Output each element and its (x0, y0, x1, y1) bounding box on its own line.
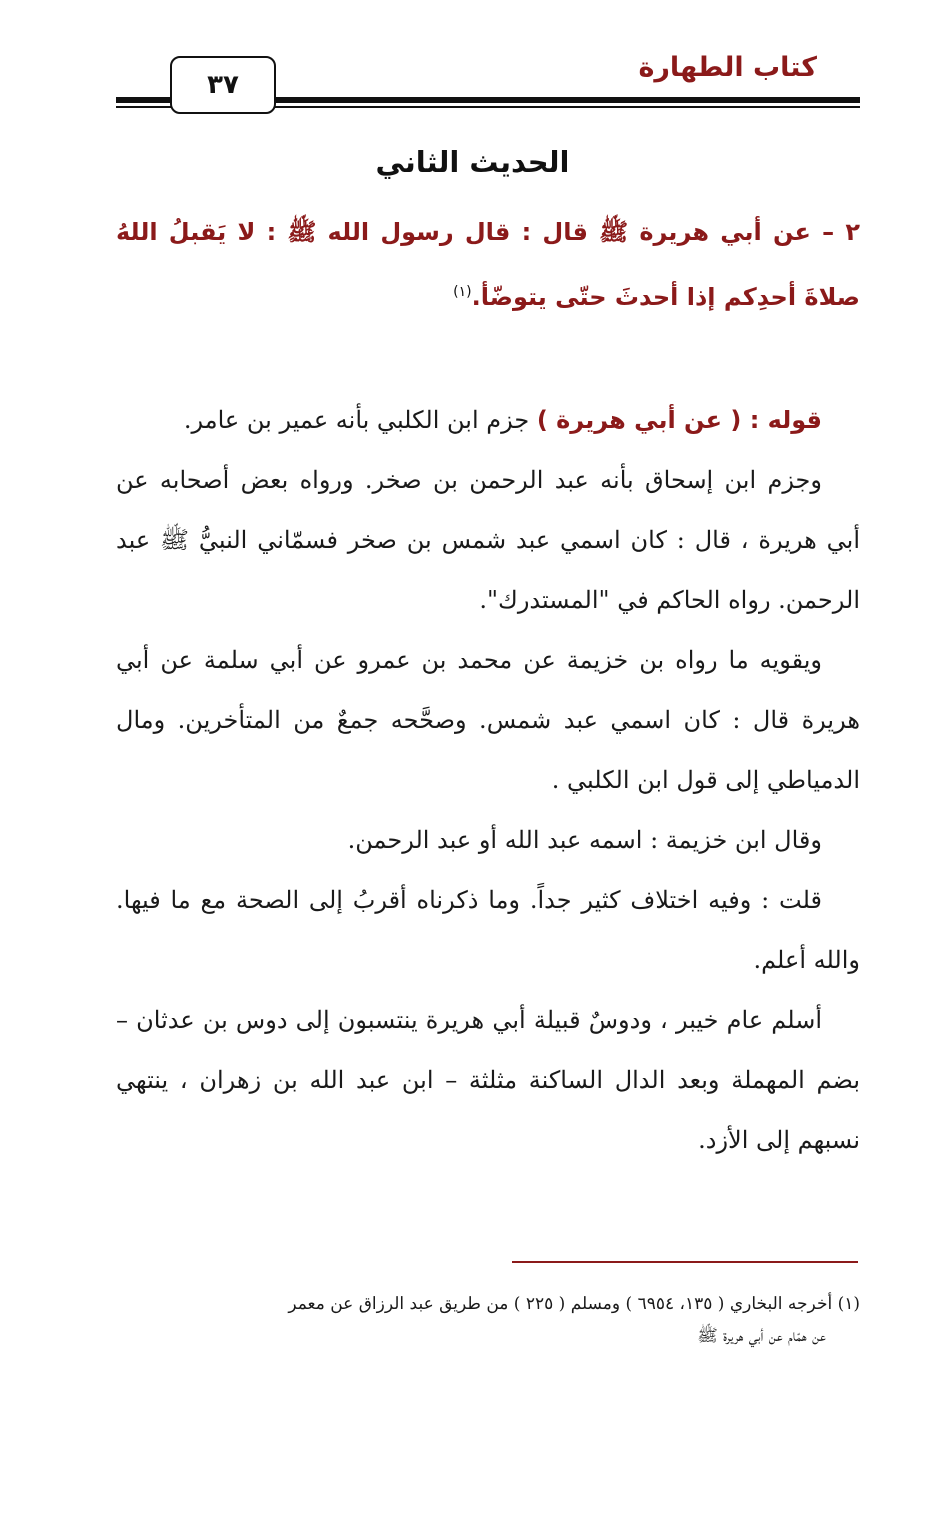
section-title: الحديث الثاني (375, 145, 570, 179)
footnote-line-1: (١) أخرجه البخاري ( ١٣٥، ٦٩٥٤ ) ومسلم ( ٢٢٥ ) من طريق عبد الرزاق عن معمر (288, 1294, 860, 1314)
paragraph-1 (116, 390, 860, 450)
page-header (0, 0, 945, 120)
commentary (116, 390, 860, 1170)
footnote-reference[interactable]: (١) (453, 284, 472, 300)
paragraph-4: وقال ابن خزيمة : اسمه عبد الله أو عبد الرحمن. (347, 826, 822, 854)
quoted-phrase: قوله : ( عن أبي هريرة ) (536, 406, 822, 434)
hadith-body: ٢ – عن أبي هريرة ﷺ قال : قال رسول الله ﷺ : لا يَقبلُ اللهُ صلاةَ أحدِكم إذا أحدثَ حتّى يتوضّأ. (116, 218, 860, 311)
paragraph-2: وجزم ابن إسحاق بأنه عبد الرحمن بن صخر. ورواه بعض أصحابه عن أبي هريرة ، قال : كان اسمي عبد شمس بن صخر فسمّاني النبيُّ ﷺ عبد الرحمن. رواه الحاكم في "المستدرك". (116, 466, 860, 614)
paragraph-3: ويقويه ما رواه بن خزيمة عن محمد بن عمرو عن أبي سلمة عن أبي هريرة قال : كان اسمي عبد شمس. وصحَّحه جمعٌ من المتأخرين. ومال الدمياطي إلى قول ابن الكلبي . (116, 646, 860, 794)
paragraph-6: أسلم عام خيبر ، ودوسٌ قبيلة أبي هريرة ينتسبون إلى دوس بن عدثان – بضم المهملة وبعد الدال الساكنة مثلثة – ابن عبد الله بن زهران ، ينتهي نسبهم إلى الأزد. (116, 1006, 860, 1154)
footnote (116, 1288, 860, 1352)
page-number: ٣٧ (170, 56, 276, 114)
book-title: كتاب الطهارة (638, 52, 817, 83)
paragraph-5: قلت : وفيه اختلاف كثير جداً. وما ذكرناه أقربُ إلى الصحة مع ما فيها. والله أعلم. (116, 886, 860, 974)
footnote-divider (512, 1261, 858, 1263)
hadith-text (116, 202, 860, 327)
footnote-line-2: عن همّام عن أبي هريرة ﷺ (697, 1326, 826, 1346)
paragraph-1-text: جزم ابن الكلبي بأنه عمير بن عامر. (183, 406, 537, 434)
